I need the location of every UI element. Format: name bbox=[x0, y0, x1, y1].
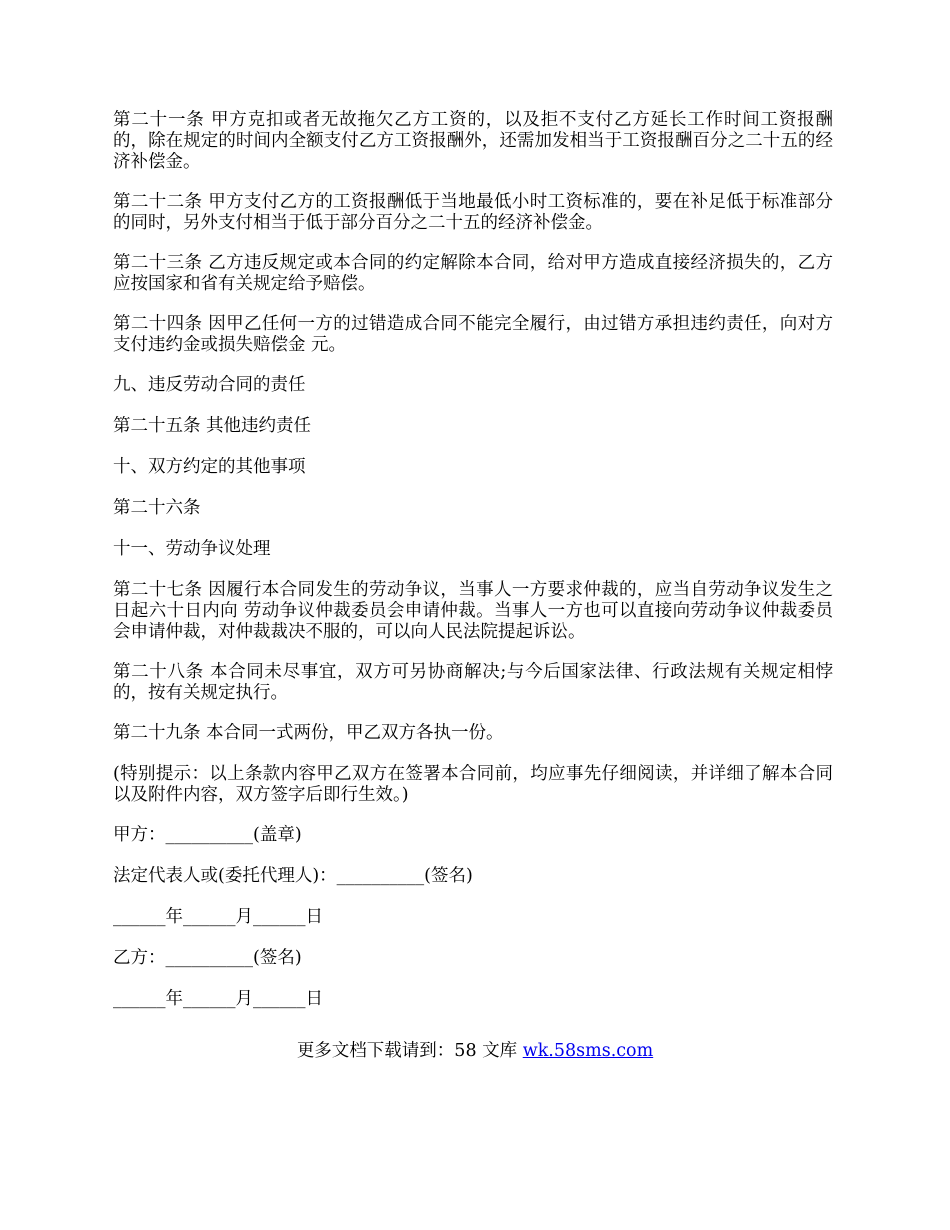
section-9-heading: 九、违反劳动合同的责任 bbox=[113, 375, 306, 395]
clause-24: 第二十四条 因甲乙任何一方的过错造成合同不能完全履行，由过错方承担违约责任，向对方支付违约金或损失赔偿金 元。 bbox=[113, 314, 833, 355]
document-body bbox=[113, 110, 833, 1030]
footer-link[interactable]: wk.58sms.com bbox=[522, 1041, 654, 1061]
clause-29: 第二十九条 本合同一式两份，甲乙双方各执一份。 bbox=[113, 723, 504, 743]
footer bbox=[0, 1041, 950, 1062]
clause-27: 第二十七条 因履行本合同发生的劳动争议，当事人一方要求仲裁的，应当自劳动争议发生之日起六十日内向 劳动争议仲裁委员会申请仲裁。当事人一方也可以直接向劳动争议仲裁委员会申请仲裁，对仲裁裁决不服的，可以向人民法院提起诉讼。 bbox=[113, 580, 833, 642]
clause-21: 第二十一条 甲方克扣或者无故拖欠乙方工资的，以及拒不支付乙方延长工作时间工资报酬的，除在规定的时间内全额支付乙方工资报酬外，还需加发相当于工资报酬百分之二十五的经济补偿金。 bbox=[113, 110, 833, 172]
footer-prefix: 更多文档下载请到：58 文库 bbox=[296, 1041, 523, 1061]
clause-23: 第二十三条 乙方违反规定或本合同的约定解除本合同，给对甲方造成直接经济损失的，乙方应按国家和省有关规定给予赔偿。 bbox=[113, 253, 833, 294]
special-note: (特别提示：以上条款内容甲乙双方在签署本合同前，均应事先仔细阅读，并详细了解本合同以及附件内容，双方签字后即行生效。) bbox=[113, 764, 833, 805]
legal-rep-signature-line: 法定代表人或(委托代理人)：__________(签名) bbox=[113, 866, 473, 886]
clause-26: 第二十六条 bbox=[113, 498, 201, 518]
party-b-date-line: ______年______月______日 bbox=[113, 989, 323, 1009]
section-11-heading: 十一、劳动争议处理 bbox=[113, 539, 271, 559]
clause-22: 第二十二条 甲方支付乙方的工资报酬低于当地最低小时工资标准的，要在补足低于标准部分的同时，另外支付相当于低于部分百分之二十五的经济补偿金。 bbox=[113, 192, 833, 233]
party-a-signature-line: 甲方：__________(盖章) bbox=[113, 825, 302, 845]
section-10-heading: 十、双方约定的其他事项 bbox=[113, 457, 306, 477]
clause-25: 第二十五条 其他违约责任 bbox=[113, 416, 312, 436]
party-a-date-line: ______年______月______日 bbox=[113, 907, 323, 927]
party-b-signature-line: 乙方：__________(签名) bbox=[113, 948, 302, 968]
clause-28: 第二十八条 本合同未尽事宜，双方可另协商解决;与今后国家法律、行政法规有关规定相悖的，按有关规定执行。 bbox=[113, 662, 833, 703]
